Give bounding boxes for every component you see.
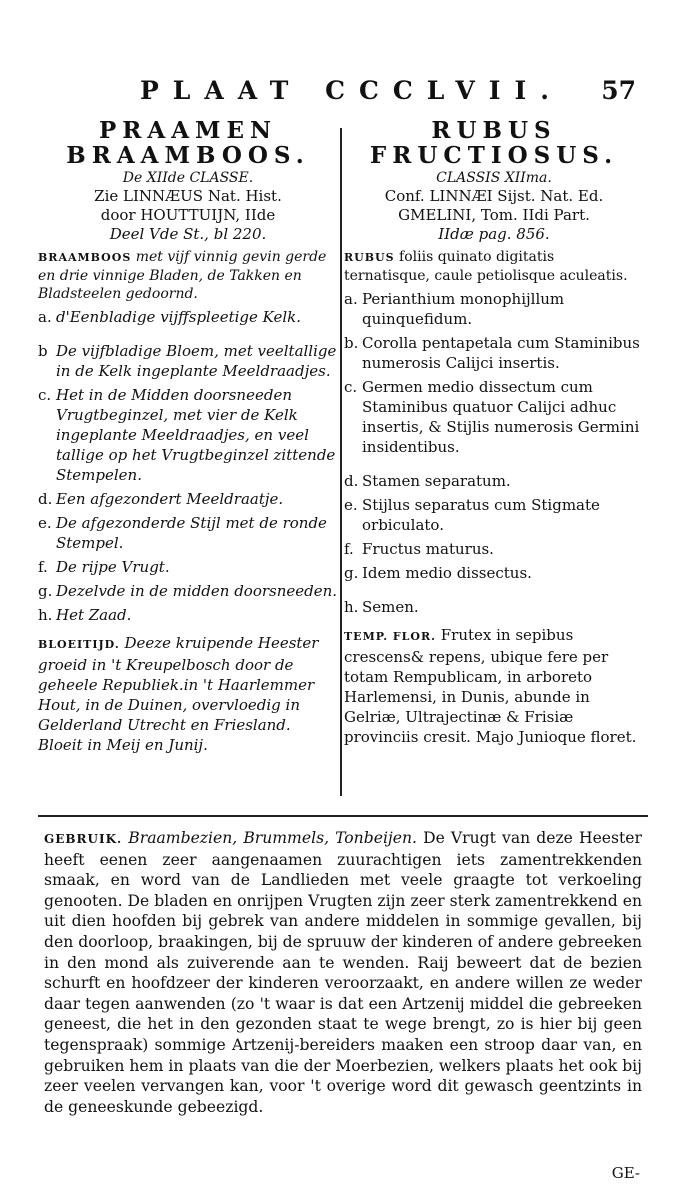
item-text: Dezelvde in de midden doorsneeden. [56, 582, 338, 600]
dutch-flowering [38, 633, 338, 755]
item-text: Semen. [362, 598, 419, 616]
latin-reference-3 [344, 225, 644, 244]
dutch-description-head: BRAAMBOOS [38, 251, 132, 264]
dutch-title-line-2: BRAAMBOOS. [66, 142, 310, 169]
item-text: Stamen separatum. [362, 472, 511, 490]
item-label: f. [38, 558, 48, 576]
dutch-item-e [38, 513, 338, 553]
latin-item-d [344, 471, 644, 491]
dutch-reference-1: Zie LINNÆUS Nat. Hist. [94, 187, 282, 205]
latin-column [344, 118, 644, 747]
dutch-description-text: met vijf vinnig gevin gerde en drie vinnige Bladen, de Takken en Bladsteelen gedoornd. [38, 249, 327, 302]
latin-item-c [344, 377, 644, 457]
item-text: Perianthium monophijllum quinquefidum. [362, 290, 565, 328]
latin-description-text: foliis quinato digitatis ternatisque, caule petiolisque aculeatis. [344, 249, 628, 284]
latin-reference-1: Conf. LINNÆI Sijst. Nat. Ed. [384, 187, 604, 205]
dutch-item-b [38, 341, 338, 381]
dutch-flowering-text: Deeze kruipende Heester groeid in 't Kreupelbosch door de geheele Republiek.in 't Haarlemmer Hout, in de Duinen, overvloedig in Gelderland Utrecht en Friesland. Bloeit in Meij en Junij. [38, 634, 319, 754]
section-rule [38, 815, 648, 817]
latin-item-f [344, 539, 644, 559]
usage-text: De Vrugt van deze Heester heeft eenen zeer aangenaamen zuurachtigen iets zamentrekkenden smaak, en word van de Landlieden met veele graagte tot verkoeling genooten. De bladen en onrijpen Vrugten zijn zeer sterk zamentrekkend en uit dien hoofden bij gebrek van andere middelen in sommige gevallen, bij den doorloop, braakingen, bij de spruuw der kinderen of andere gebreeken in den mond als zuiverende aan te wenden. Raij beweert dat de bezien schurft en hoofdzeer der kinderen veroorzaakt, en andere willen ze weder daar tegen aanwenden (zo 't waar is dat een Artzenij middel die gebreeken geneest, die het in den gezonden staat te wege brengt, zo is hier bij geen tegenspraak) sommige Artzenij-bereiders maaken een stroop daar van, en gebruiken hem in plaats van die der Moerbezien, welkers plaats het ook bij zeer veelen vervangen kan, voor 't overige word dit gewasch geentzints in de geneeskunde gebeezigd. [44, 829, 642, 1116]
item-label: b. [344, 334, 359, 352]
latin-reference-3-text: IIdæ pag. 856. [438, 225, 550, 243]
dutch-class-line: De XIIde CLASSE. [122, 170, 254, 186]
dutch-column [38, 118, 338, 755]
dutch-item-a [38, 307, 338, 327]
item-label: g. [344, 564, 359, 582]
item-label: c. [344, 378, 358, 396]
latin-title-line-1: RUBUS [431, 117, 557, 144]
item-text: Stijlus separatus cum Stigmate orbiculato. [362, 496, 600, 534]
dutch-reference-2: door HOUTTUIJN, IIde [100, 206, 276, 224]
dutch-reference-3 [38, 225, 338, 244]
item-label: b [38, 342, 48, 360]
dutch-item-d [38, 489, 338, 509]
latin-item-h [344, 597, 644, 617]
dutch-item-h [38, 605, 338, 625]
latin-item-e [344, 495, 644, 535]
latin-description [344, 248, 644, 285]
item-text: d'Eenbladige vijffspleetige Kelk. [56, 308, 302, 326]
item-label: e. [344, 496, 358, 514]
item-text: Een afgezondert Meeldraatje. [56, 490, 284, 508]
latin-class-line: CLASSIS XIIma. [436, 170, 552, 186]
item-text: De vijfbladige Bloem, met veeltallige in de Kelk ingeplante Meeldraadjes. [56, 342, 337, 380]
item-text: Corolla pentapetala cum Staminibus numerosis Calijci insertis. [362, 334, 640, 372]
item-label: d. [344, 472, 359, 490]
latin-reference-2: GMELINI, Tom. IIdi Part. [398, 206, 590, 224]
item-label: a. [38, 308, 52, 326]
catchword: GE- [611, 1164, 640, 1182]
usage-head: GEBRUIK. [44, 832, 123, 846]
item-text: Fructus maturus. [362, 540, 494, 558]
latin-title-line-2: FRUCTIOSUS. [369, 142, 619, 169]
item-label: g. [38, 582, 53, 600]
item-text: De afgezonderde Stijl met de ronde Stempel. [56, 514, 327, 552]
item-label: e. [38, 514, 52, 532]
plate-title: PLAAT CCCLVII. [140, 76, 563, 105]
usage-common-names: Braambezien, Brummels, Tonbeijen. [128, 829, 417, 847]
dutch-item-f [38, 557, 338, 577]
page-number: 57 [601, 76, 636, 105]
latin-flowering-text: Frutex in sepibus crescens& repens, ubique fere per totam Rempublicam, in arboreto Harlemensi, in Dunis, abunde in Gelriæ, Ultrajectinæ & Frisiæ provinciis cresit. Majo Junioque floret. [344, 626, 637, 746]
item-text: De rijpe Vrugt. [56, 558, 170, 576]
dutch-description [38, 248, 338, 303]
item-text: Germen medio dissectum cum Staminibus quatuor Calijci adhuc insertis, & Stijlis numerosis Germini insidentibus. [362, 378, 640, 456]
latin-flowering [344, 625, 644, 747]
latin-description-head: RUBUS [344, 251, 395, 264]
item-label: a. [344, 290, 358, 308]
latin-item-g [344, 563, 644, 583]
item-label: d. [38, 490, 53, 508]
dutch-item-g [38, 581, 338, 601]
latin-item-a [344, 289, 644, 329]
latin-item-b [344, 333, 644, 373]
usage-paragraph [44, 828, 642, 1117]
item-label: f. [344, 540, 354, 558]
dutch-reference-3-text: Deel Vde St., bl 220. [109, 225, 267, 243]
item-label: h. [38, 606, 53, 624]
item-text: Idem medio dissectus. [362, 564, 532, 582]
item-label: h. [344, 598, 359, 616]
dutch-flowering-head: BLOEITIJD. [38, 638, 120, 651]
item-text: Het Zaad. [56, 606, 132, 624]
item-label: c. [38, 386, 52, 404]
dutch-item-c [38, 385, 338, 485]
column-divider [340, 128, 342, 796]
item-text: Het in de Midden doorsneeden Vrugtbeginzel, met vier de Kelk ingeplante Meeldraadjes, en veel tallige op het Vrugtbeginzel zittende Stempelen. [56, 386, 336, 484]
dutch-title-line-1: PRAAMEN [98, 117, 278, 144]
latin-flowering-head: TEMP. FLOR. [344, 630, 436, 643]
